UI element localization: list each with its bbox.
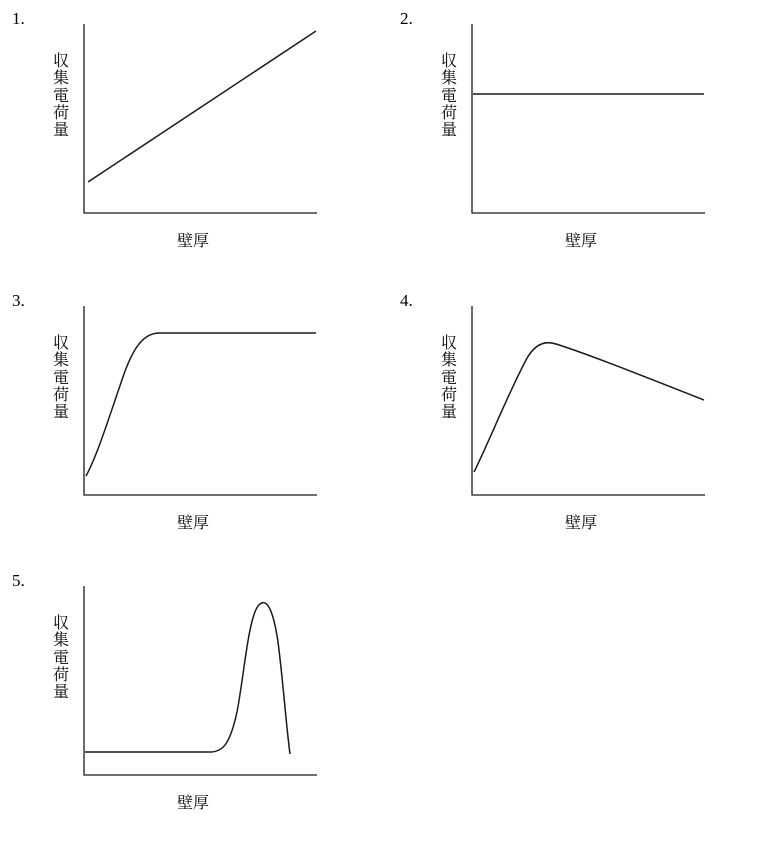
plot-area-4 <box>468 304 708 499</box>
panel-index-label: 4. <box>400 291 413 310</box>
y-axis-label-text: 収 集 電 荷 量 <box>440 51 457 140</box>
x-axis-label: 壁厚 <box>176 513 209 532</box>
x-axis-label: 壁厚 <box>564 513 597 532</box>
y-axis-label <box>50 334 72 420</box>
chart-panel-1 <box>8 6 368 261</box>
panel-index-label: 1. <box>12 9 25 28</box>
data-curve-linear-increasing <box>88 31 316 182</box>
y-axis-label <box>50 52 72 138</box>
plot-area-2 <box>468 22 708 217</box>
panel-index-label: 2. <box>400 9 413 28</box>
x-axis-label: 壁厚 <box>176 231 209 250</box>
axes-lines <box>84 306 317 495</box>
y-axis-label <box>438 52 460 138</box>
plot-area-5 <box>80 584 320 779</box>
axes-lines <box>84 24 317 213</box>
plot-svg-4 <box>468 304 708 499</box>
plot-svg-1 <box>80 22 320 217</box>
plot-area-1 <box>80 22 320 217</box>
chart-panel-4 <box>396 288 756 543</box>
plot-svg-5 <box>80 584 320 779</box>
panel-index-label: 3. <box>12 291 25 310</box>
data-curve-rise-then-plateau <box>86 333 316 476</box>
plot-svg-3 <box>80 304 320 499</box>
axes-lines <box>472 24 705 213</box>
plot-area-3 <box>80 304 320 499</box>
plot-svg-2 <box>468 22 708 217</box>
chart-panel-5 <box>8 568 368 823</box>
y-axis-label-text: 収 集 電 荷 量 <box>440 333 457 422</box>
panel-index-label: 5. <box>12 571 25 590</box>
chart-panel-2 <box>396 6 756 261</box>
y-axis-label <box>50 614 72 700</box>
y-axis-label-text: 収 集 電 荷 量 <box>52 51 69 140</box>
x-axis-label: 壁厚 <box>564 231 597 250</box>
data-curve-flat-then-peak <box>85 603 290 754</box>
y-axis-label-text: 収 集 電 荷 量 <box>52 333 69 422</box>
data-curve-rise-peak-decline <box>474 343 704 472</box>
y-axis-label <box>438 334 460 420</box>
y-axis-label-text: 収 集 電 荷 量 <box>52 613 69 702</box>
chart-panel-3 <box>8 288 368 543</box>
x-axis-label: 壁厚 <box>176 793 209 812</box>
